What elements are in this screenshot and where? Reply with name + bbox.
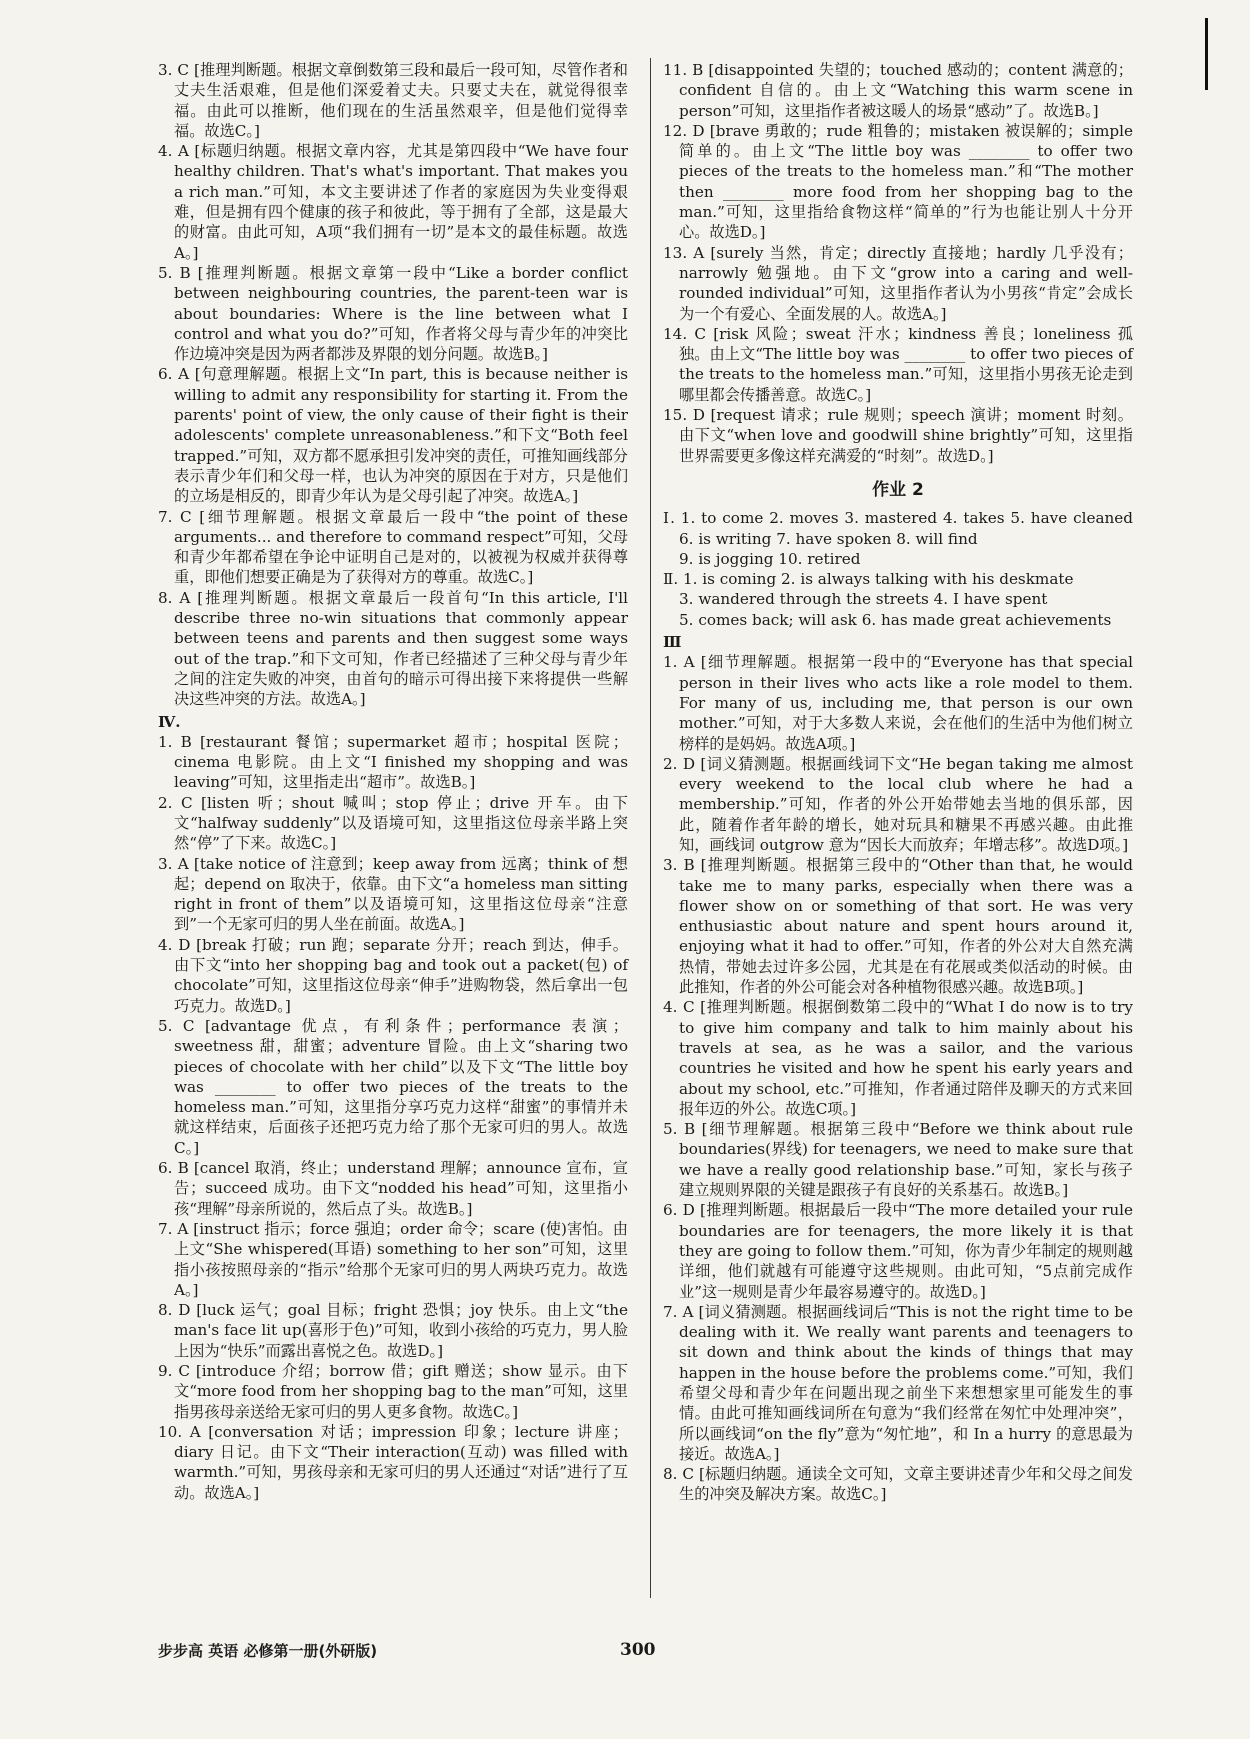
left-column [158,60,628,1503]
answer-item: 6. B [cancel 取消，终止；understand 理解；announce 宣布，宣告；succeed 成功。由下文“nodded his head”可知，这里指小孩“理解”母亲所说的，然后点了头。故选B。] [158,1159,628,1218]
answer-item: 11. B [disappointed 失望的；touched 感动的；content 满意的；confident 自信的。由上文“Watching this warm scene in person”可知，这里指作者被这暖人的场景“感动”了。故选B。] [663,61,1133,120]
answer-item: 5. B [推理判断题。根据文章第一段中“Like a border conflict between neighbouring countries, the parent-teen war is about boundaries: Where is the line between what I control and what you do?”可知，作者将父母与青少年的冲突比作边境冲突是因为两者都涉及界限的划分问题。故选B。] [158,263,628,364]
answer-item: 4. D [break 打破；run 跑；separate 分开；reach 到达，伸手。由下文“into her shopping bag and took out a packet(包) of chocolate”可知，这里指这位母亲“伸手”进购物袋，然后拿出一包巧克力。故选D。] [158,935,628,1015]
answer-item: 4. C [推理判断题。根据倒数第二段中的“What I do now is to try to give him company and talk to him mainly about his travels at sea, as he was a sailor, and the various countries he visited and how he spent his early years and about my school, etc.”可推知，作者通过陪伴及聊天的方式来回报年迈的外公。故选C项。] [663,998,1133,1118]
right-column [663,60,1133,1505]
answers-11-15 [663,60,1133,466]
answer-item: 12. D [brave 勇敢的；rude 粗鲁的；mistaken 被误解的；simple 简单的。由上文“The little boy was ________ to offer two pieces of the treats to the homeless man.”和“The mother then ________ more food from her shopping bag to the man.”可知，这里指给食物这样“简单的”行为也能让别人十分开心。故选D。] [663,121,1133,242]
answer-item: 7. A [instruct 指示；force 强迫；order 命令；scare (使)害怕。由上文“She whispered(耳语) something to her son”可知，这里指小孩按照母亲的“指示”给那个无家可归的男人两块巧克力。故选A。] [158,1219,628,1299]
answer-item: 8. C [标题归纳题。通读全文可知，文章主要讲述青少年和父母之间发生的冲突及解决方案。故选C。] [663,1465,1133,1504]
answer-item: 8. D [luck 运气；goal 目标；fright 恐惧；joy 快乐。由上文“the man's face lit up(喜形于色)”可知，收到小孩给的巧克力，男人脸上因为“快乐”而露出喜悦之色。故选D。] [158,1301,628,1360]
column-divider [650,58,651,1598]
fill-row: 3. wandered through the streets 4. I have spent [679,590,1048,609]
fill-row: Ⅱ. 1. is coming 2. is always talking with his deskmate [663,570,1074,589]
answer-item: 2. C [listen 听；shout 喊叫；stop 停止；drive 开车。由下文“halfway suddenly”以及语境可知，这里指这位母亲半路上突然“停”了下来。故选C。] [158,793,628,853]
fill-row: 5. comes back; will ask 6. has made great achievements [679,610,1112,629]
page-number: 300 [620,1640,656,1660]
answer-item: 3. C [推理判断题。根据文章倒数第三段和最后一段可知，尽管作者和丈夫生活艰难，但是他们深爱着丈夫。只要丈夫在，就觉得很幸福。由此可以推断，他们现在的生活虽然艰辛，但是他们觉得幸福。故选C。] [158,61,628,140]
homework-2-heading: 作业 2 [872,479,924,500]
section-label: Ⅲ [663,633,682,652]
answer-item: 10. A [conversation 对话；impression 印象；lecture 讲座；diary 日记。由下文“Their interaction(互动) was filled with warmth.”可知，男孩母亲和无家可归的男人还通过“对话”进行了互动。故选A。] [158,1422,628,1502]
fill-row: Ⅰ. 1. to come 2. moves 3. mastered 4. takes 5. have cleaned 6. is writing 7. have spoken 8. will find [663,509,1133,548]
answer-item: 3. A [take notice of 注意到；keep away from 远离；think of 想起；depend on 取决于，依靠。由下文“a homeless man sitting right in front of them”以及语境可知，这里指这位母亲“注意到”一个无家可归的男人坐在前面。故选A。] [158,854,628,934]
answer-item: 5. B [细节理解题。根据第三段中“Before we think about rule boundaries(界线) for teenagers, we need to make sure that we have a really good relationship base.”可知，家长与孩子建立规则界限的关键是跟孩子有良好的关系基石。故选B。] [663,1120,1133,1200]
answer-item: 7. C [细节理解题。根据文章最后一段中“the point of these arguments... and therefore to command respect”可知，父母和青少年都希望在争论中证明自己是对的，以被视为权威并获得尊重，即他们想要正确是为了获得对方的尊重。故选C。] [158,507,628,587]
answer-item: 13. A [surely 当然，肯定；directly 直接地；hardly 几乎没有；narrowly 勉强地。由下文“grow into a caring and well-rounded individual”可知，这里指作者认为小男孩“肯定”会成长为一个有爱心、全面发展的人。故选A。] [663,243,1133,323]
answer-item: 3. B [推理判断题。根据第三段中的“Other than that, he would take me to many parks, especially when there was a flower show on or something of that sort. He was very enthusiastic about nature and spent hours around it, enjoying what it had to offer.”可知，作者的外公对大自然充满热情，带她去过许多公园，尤其是在有花展或类似活动的时候。由此推知，作者的外公可能会对各种植物很感兴趣。故选B项。] [663,856,1133,997]
answer-item: 2. D [词义猜测题。根据画线词下文“He began taking me almost every weekend to the local club where he had a membership.”可知，作者的外公开始带她去当地的俱乐部，因此，随着作者年龄的增长，她对玩具和糖果不再感兴趣。由此推知，画线词 outgrow 意为“因长大而放弃；年增志移”。故选D项。] [663,754,1133,854]
fill-in-answers [663,508,1133,630]
answer-item: 1. A [细节理解题。根据第一段中的“Everyone has that special person in their lives who acts like a role model to them. For many of us, including me, that person is our own mother.”可知，对于大多数人来说，会在他们的生活中为他们树立榜样的是妈妈。故选A项。] [663,653,1133,753]
edge-mark [1205,18,1208,90]
book-title: 步步高 英语 必修第一册(外研版) [158,1642,378,1660]
fill-row: 9. is jogging 10. retired [679,549,861,568]
section-3-answers [663,632,1133,1505]
answer-item: 15. D [request 请求；rule 规则；speech 演讲；moment 时刻。由下文“when love and goodwill shine brightly”可知，这里指世界需要更多像这样充满爱的“时刻”。故选D。] [663,406,1133,465]
answer-item: 6. D [推理判断题。根据最后一段中“The more detailed your rule boundaries are for teenagers, the more likely it is that they are going to follow them.”可知，你为青少年制定的规则越详细，他们就越有可能遵守这些规则。由此可知，“5点前完成作业”这一规则是青少年最容易遵守的。故选D。] [663,1201,1133,1301]
answer-item: 5. C [advantage 优点，有利条件；performance 表演；sweetness 甜，甜蜜；adventure 冒险。由上文“sharing two pieces of chocolate with her child”以及下文“The little boy was ________ to offer two pieces of the treats to the homeless man.”可知，这里指分享巧克力这样“甜蜜”的事情并未就这样结束，后面孩子还把巧克力给了那个无家可归的男人。故选C。] [158,1016,628,1157]
answer-item: 8. A [推理判断题。根据文章最后一段首句“In this article, I'll describe three no-win situations that commonly appear between teens and parents and then suggest some ways out of the trap.”和下文可知，作者已经描述了三种父母与青少年之间的注定失败的冲突，由首句的暗示可得出接下来将提供一些解决这些冲突的方法。故选A。] [158,588,628,709]
answer-item: 7. A [词义猜测题。根据画线词后“This is not the right time to be dealing with it. We really want parents and teenagers to sit down and think about the kinds of things that may happen in the house before the problems come.”可知，我们希望父母和青少年在问题出现之前坐下来想想家里可能发生的事情。由此可推知画线词所在句意为“我们经常在匆忙中处理冲突”，所以画线词“on the fly”意为“匆忙地”，和 In a hurry 的意思最为接近。故选A。] [663,1302,1133,1463]
answer-item: 6. A [句意理解题。根据上文“In part, this is because neither is willing to admit any responsibility for starting it. From the parents' point of view, the only cause of their fight is their adolescents' complete unreasonableness.”和下文“Both feel trapped.”可知，双方都不愿承担引发冲突的责任，可推知画线部分表示青少年们和父母一样，也认为冲突的原因在于对方，只是他们的立场是相反的，即青少年认为是父母引起了冲突。故选A。] [158,365,628,506]
answer-item: 4. A [标题归纳题。根据文章内容，尤其是第四段中“We have four healthy children. That's what's important. That makes you a rich man.”可知，本文主要讲述了作者的家庭因为失业变得艰难，但是拥有四个健康的孩子和彼此，等于拥有了全部，这是最大的财富。由此可知，A项“我们拥有一切”是本文的最佳标题。故选A。] [158,142,628,262]
answer-item: 1. B [restaurant 餐馆；supermarket 超市；hospital 医院；cinema 电影院。由上文“I finished my shopping and was leaving”可知，这里指走出“超市”。故选B。] [158,732,628,792]
section-label: Ⅳ. [158,712,181,731]
answer-item: 9. C [introduce 介绍；borrow 借；gift 赠送；show 显示。由下文“more food from her shopping bag to the man”可知，这里指男孩母亲送给无家可归的男人更多食物。故选C。] [158,1362,628,1421]
answer-item: 14. C [risk 风险；sweat 汗水；kindness 善良；loneliness 孤独。由上文“The little boy was ________ to offer two pieces of the treats to the homeless man.”可知，这里指小男孩无论走到哪里都会传播善意。故选C。] [663,324,1133,404]
